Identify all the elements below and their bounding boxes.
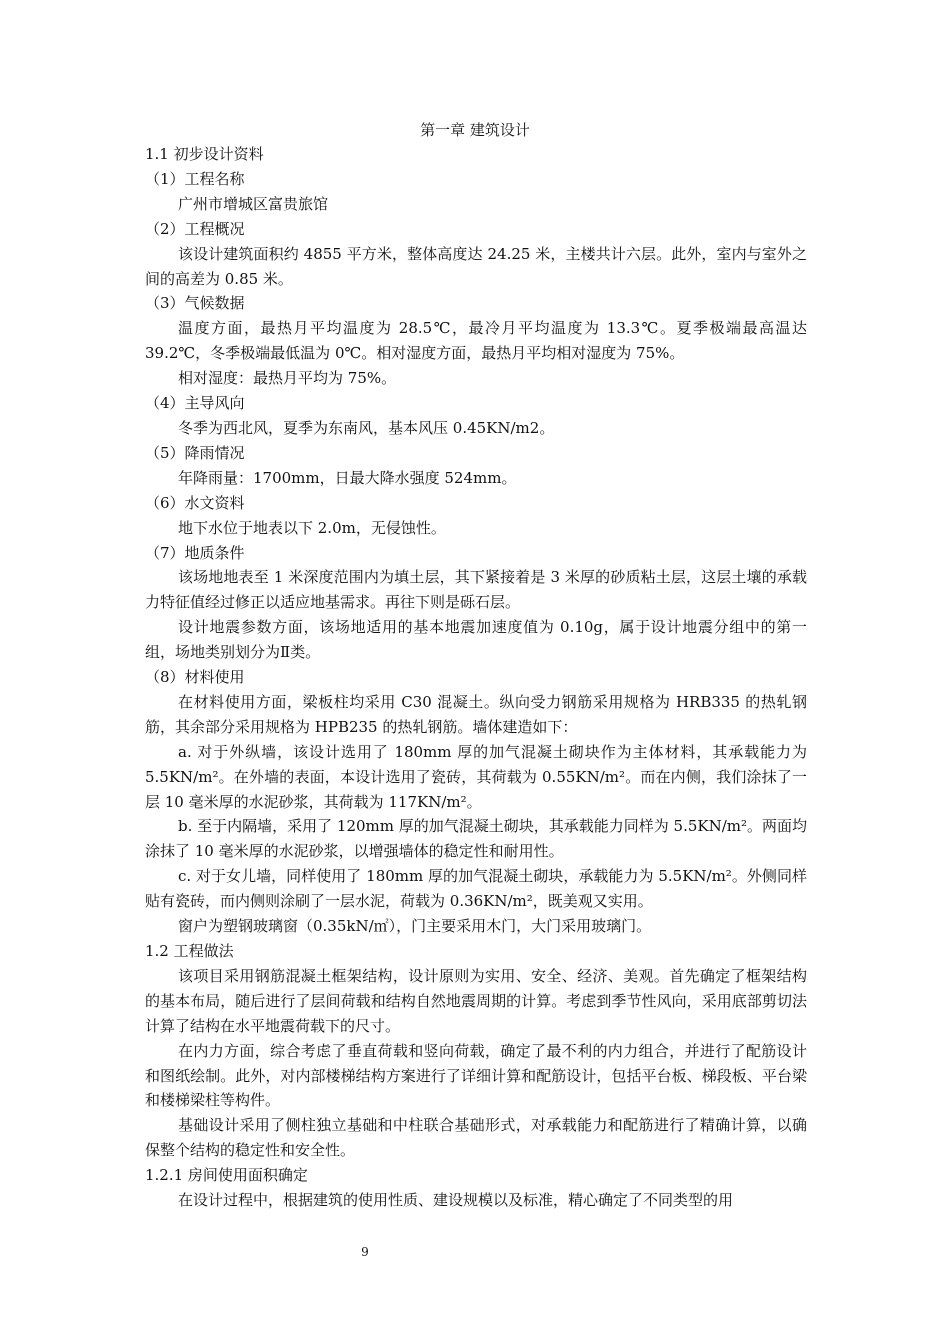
subsection-heading: （8）材料使用 xyxy=(145,668,245,687)
paragraph: 年降雨量：1700mm，日最大降水强度 524mm。 xyxy=(178,468,517,487)
paragraph: 相对湿度：最热月平均为 75%。 xyxy=(178,369,397,388)
subsection-heading: （5）降雨情况 xyxy=(145,443,245,462)
subsection-heading: （1）工程名称 xyxy=(145,169,245,188)
paragraph: 冬季为西北风，夏季为东南风，基本风压 0.45KN/m2。 xyxy=(178,418,555,437)
paragraph: 该设计建筑面积约 4855 平方米，整体高度达 24.25 米，主楼共计六层。此外，室内与室外之间的高差为 0.85 米。 xyxy=(145,244,807,288)
paragraph: 设计地震参数方面，该场地适用的基本地震加速度值为 0.10g，属于设计地震分组中的第一组，场地类别划分为Ⅱ类。 xyxy=(145,618,807,662)
paragraph: 在材料使用方面，梁板柱均采用 C30 混凝土。纵向受力钢筋采用规格为 HRB335 的热轧钢筋，其余部分采用规格为 HPB235 的热轧钢筋。墙体建造如下： xyxy=(145,692,807,736)
section-heading: 1.1 初步设计资料 xyxy=(145,145,264,163)
section-heading: 1.2 工程做法 xyxy=(145,942,234,960)
paragraph: b. 至于内隔墙，采用了 120mm 厚的加气混凝土砌块，其承载能力同样为 5.5KN/m²。两面均涂抹了 10 毫米厚的水泥砂浆，以增强墙体的稳定性和耐用性。 xyxy=(145,817,807,861)
section-heading: 1.2.1 房间使用面积确定 xyxy=(145,1166,308,1185)
paragraph: 温度方面，最热月平均温度为 28.5℃，最冷月平均温度为 13.3℃。夏季极端最高温达 39.2℃，冬季极端最低温为 0℃。相对湿度方面，最热月平均相对湿度为 75%。 xyxy=(145,319,807,363)
paragraph: 窗户为塑钢玻璃窗（0.35kN/㎡），门主要采用木门，大门采用玻璃门。 xyxy=(178,917,652,936)
subsection-heading: （2）工程概况 xyxy=(145,219,245,238)
paragraph: 该项目采用钢筋混凝土框架结构，设计原则为实用、安全、经济、美观。首先确定了框架结构的基本布局，随后进行了层间荷载和结构自然地震周期的计算。考虑到季节性风向，采用底部剪切法计算了结构在水平地震荷载下的尺寸。 xyxy=(145,966,807,1035)
subsection-heading: （3）气候数据 xyxy=(145,294,245,313)
paragraph: 在设计过程中，根据建筑的使用性质、建设规模以及标准，精心确定了不同类型的用 xyxy=(178,1191,734,1210)
chapter-title: 第一章 建筑设计 xyxy=(420,121,530,139)
paragraph: c. 对于女儿墙，同样使用了 180mm 厚的加气混凝土砌块，承载能力为 5.5KN/m²。外侧同样贴有瓷砖，而内侧则涂刷了一层水泥，荷载为 0.36KN/m²，既美观又实用。 xyxy=(145,867,807,911)
paragraph: a. 对于外纵墙，该设计选用了 180mm 厚的加气混凝土砌块作为主体材料，其承载能力为 5.5KN/m²。在外墙的表面，本设计选用了瓷砖，其荷载为 0.55KN/m²。而在内侧，我们涂抹了一层 10 毫米厚的水泥砂浆，其荷载为 117KN/m²。 xyxy=(145,742,807,811)
paragraph: 地下水位于地表以下 2.0m，无侵蚀性。 xyxy=(178,518,446,537)
document-body xyxy=(145,142,807,1213)
paragraph: 基础设计采用了侧柱独立基础和中柱联合基础形式，对承载能力和配筋进行了精确计算，以确保整个结构的稳定性和安全性。 xyxy=(145,1116,807,1160)
paragraph: 在内力方面，综合考虑了垂直荷载和竖向荷载，确定了最不利的内力组合，并进行了配筋设计和图纸绘制。此外，对内部楼梯结构方案进行了详细计算和配筋设计，包括平台板、梯段板、平台梁和楼梯梁柱等构件。 xyxy=(145,1041,807,1110)
paragraph: 该场地地表至 1 米深度范围内为填土层，其下紧接着是 3 米厚的砂质粘土层，这层土壤的承载力特征值经过修正以适应地基需求。再往下则是砾石层。 xyxy=(145,568,807,612)
subsection-heading: （6）水文资料 xyxy=(145,493,245,512)
paragraph: 广州市增城区富贵旅馆 xyxy=(178,194,329,213)
subsection-heading: （7）地质条件 xyxy=(145,543,245,562)
subsection-heading: （4）主导风向 xyxy=(145,394,245,413)
page-number: 9 xyxy=(361,1245,369,1259)
